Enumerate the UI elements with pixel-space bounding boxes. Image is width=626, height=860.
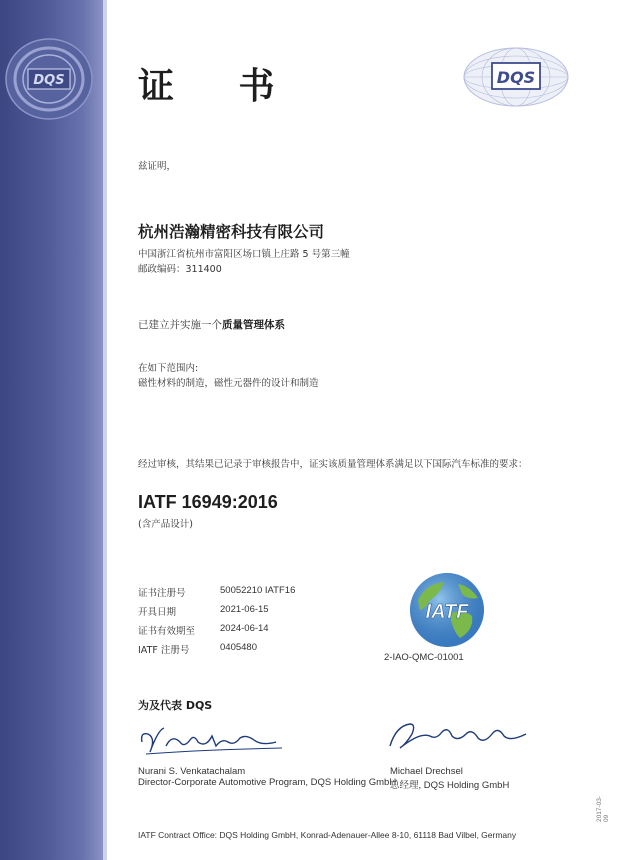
detail-value: 0405480 <box>220 642 257 653</box>
standard-name: IATF 16949:2016 <box>138 492 278 512</box>
form-code: 2017-03-09 <box>596 795 610 822</box>
signatory-name: Michael Drechsel <box>390 766 463 777</box>
standard-note: (含产品设计) <box>138 519 193 530</box>
company-name: 杭州浩瀚精密科技有限公司 <box>138 223 325 241</box>
company-address: 中国浙江省杭州市富阳区场口镇上庄路 5 号第三幢 <box>138 249 350 260</box>
postal-code: 邮政编码：311400 <box>138 264 222 275</box>
signature-venkatachalam-icon <box>136 712 286 762</box>
detail-label: 开具日期 <box>138 607 177 618</box>
system-statement <box>138 317 285 332</box>
audit-statement: 经过审核，其结果已记录于审核报告中，证实该质量管理体系满足以下国际汽车标准的要求： <box>138 459 528 470</box>
detail-value: 2021-06-15 <box>220 604 269 615</box>
dqs-seal-icon <box>4 37 94 121</box>
signatory-title: Director-Corporate Automotive Program, DQS Holding GmbH <box>138 777 397 788</box>
seal-text: DQS <box>33 73 65 88</box>
footer-contract-office: IATF Contract Office: DQS Holding GmbH, Konrad-Adenauer-Allee 8-10, 61118 Bad Vilbel, Germany <box>138 830 517 840</box>
detail-value: 50052210 IATF16 <box>220 585 296 596</box>
on-behalf-label: 为及代表 DQS <box>138 699 213 712</box>
scope-text: 磁性材料的制造，磁性元器件的设计和制造 <box>138 378 319 389</box>
intro-text: 兹证明， <box>138 161 177 172</box>
iatf-mark: IATF <box>425 601 469 623</box>
system-prefix: 已建立并实施一个 <box>138 319 222 331</box>
detail-value: 2024-06-14 <box>220 623 269 634</box>
signatory-title: 总经理, DQS Holding GmbH <box>390 780 510 791</box>
detail-label: IATF 注册号 <box>138 645 190 656</box>
signature-drechsel-icon <box>386 712 532 758</box>
detail-label: 证书有效期至 <box>138 626 196 637</box>
iatf-globe-icon <box>400 570 494 650</box>
system-highlight: 质量管理体系 <box>222 319 285 331</box>
side-band <box>0 0 103 860</box>
certificate-title: 证 书 <box>138 65 301 107</box>
detail-label: 证书注册号 <box>138 588 186 599</box>
iatf-logo-code: 2-IAO-QMC-01001 <box>384 652 464 663</box>
signatory-name: Nurani S. Venkatachalam <box>138 766 246 777</box>
side-band-edge <box>103 0 107 860</box>
dqs-logo-icon <box>462 46 570 108</box>
logo-text: DQS <box>496 68 536 87</box>
scope-label: 在如下范围内: <box>138 363 199 374</box>
